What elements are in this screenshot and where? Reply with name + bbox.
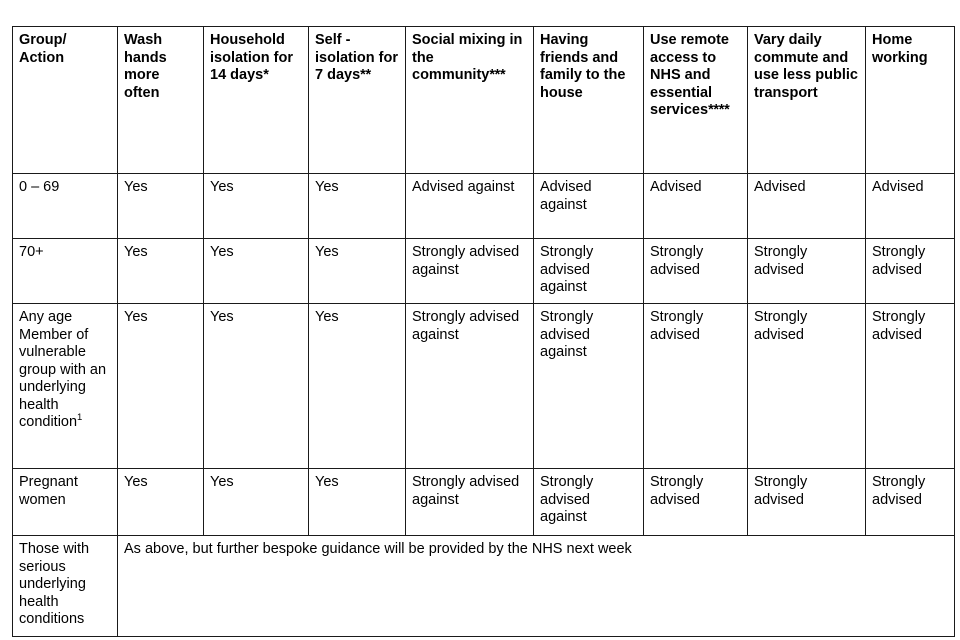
cell-household-isolation: Yes	[204, 304, 309, 469]
row-header-pregnant-women: Pregnant women	[13, 469, 118, 536]
column-header-group-action	[13, 27, 118, 174]
header-label: Having friends and family to the house	[540, 32, 626, 101]
cell-wash-hands: Yes	[118, 239, 204, 304]
column-header-wash-hands	[118, 27, 204, 174]
column-header-social-mixing	[406, 27, 534, 174]
table-row	[13, 469, 955, 536]
header-label: Use remote access to NHS and essential services	[650, 32, 729, 118]
cell-self-isolation: Yes	[309, 469, 406, 536]
cell-bespoke-guidance-note: As above, but further bespoke guidance will be provided by the NHS next week	[118, 536, 955, 637]
header-marker: ****	[708, 102, 730, 118]
cell-friends-family: Strongly advised against	[534, 304, 644, 469]
cell-self-isolation: Yes	[309, 174, 406, 239]
column-header-self-isolation	[309, 27, 406, 174]
header-marker: *	[263, 67, 269, 83]
cell-household-isolation: Yes	[204, 174, 309, 239]
row-header-age-0-69: 0 – 69	[13, 174, 118, 239]
header-label: Vary daily commute and use less public transport	[754, 32, 858, 101]
row-header-label: Any age Member of vulnerable group with an underlying health condition	[19, 309, 107, 430]
table-row	[13, 239, 955, 304]
cell-home-working: Strongly advised	[866, 469, 955, 536]
column-header-household-isolation	[204, 27, 309, 174]
cell-wash-hands: Yes	[118, 174, 204, 239]
table-row	[13, 304, 955, 469]
header-label: Wash hands more often	[124, 32, 167, 101]
header-label: Household isolation for 14 days	[210, 32, 293, 83]
cell-remote-access: Strongly advised	[644, 239, 748, 304]
cell-social-mixing: Advised against	[406, 174, 534, 239]
column-header-home-working	[866, 27, 955, 174]
covid-guidance-table	[12, 26, 955, 637]
header-label: Self - isolation for 7 days	[315, 32, 398, 83]
cell-self-isolation: Yes	[309, 239, 406, 304]
cell-friends-family: Strongly advised against	[534, 239, 644, 304]
column-header-vary-commute	[748, 27, 866, 174]
cell-social-mixing: Strongly advised against	[406, 239, 534, 304]
column-header-friends-family	[534, 27, 644, 174]
table-header	[13, 27, 955, 174]
cell-vary-commute: Advised	[748, 174, 866, 239]
cell-vary-commute: Strongly advised	[748, 239, 866, 304]
table-row	[13, 536, 955, 637]
cell-remote-access: Strongly advised	[644, 469, 748, 536]
header-label: Group/ Action	[19, 32, 67, 66]
cell-remote-access: Strongly advised	[644, 304, 748, 469]
table-body	[13, 174, 955, 637]
cell-friends-family: Advised against	[534, 174, 644, 239]
cell-home-working: Strongly advised	[866, 304, 955, 469]
cell-home-working: Strongly advised	[866, 239, 955, 304]
header-row	[13, 27, 955, 174]
cell-vary-commute: Strongly advised	[748, 304, 866, 469]
table-row	[13, 174, 955, 239]
header-label: Home working	[872, 32, 928, 66]
header-label: Social mixing in the community	[412, 32, 523, 83]
cell-household-isolation: Yes	[204, 239, 309, 304]
header-marker: **	[360, 67, 371, 83]
row-header-age-70-plus: 70+	[13, 239, 118, 304]
guidance-table-container	[12, 26, 952, 637]
header-marker: ***	[489, 67, 506, 83]
column-header-remote-access	[644, 27, 748, 174]
cell-wash-hands: Yes	[118, 469, 204, 536]
cell-vary-commute: Strongly advised	[748, 469, 866, 536]
cell-self-isolation: Yes	[309, 304, 406, 469]
cell-friends-family: Strongly advised against	[534, 469, 644, 536]
cell-social-mixing: Strongly advised against	[406, 469, 534, 536]
cell-social-mixing: Strongly advised against	[406, 304, 534, 469]
row-header-serious-conditions: Those with serious underlying health conditions	[13, 536, 118, 637]
cell-remote-access: Advised	[644, 174, 748, 239]
cell-home-working: Advised	[866, 174, 955, 239]
cell-wash-hands: Yes	[118, 304, 204, 469]
cell-household-isolation: Yes	[204, 469, 309, 536]
row-header-vulnerable-group	[13, 304, 118, 469]
footnote-marker: 1	[77, 412, 83, 424]
